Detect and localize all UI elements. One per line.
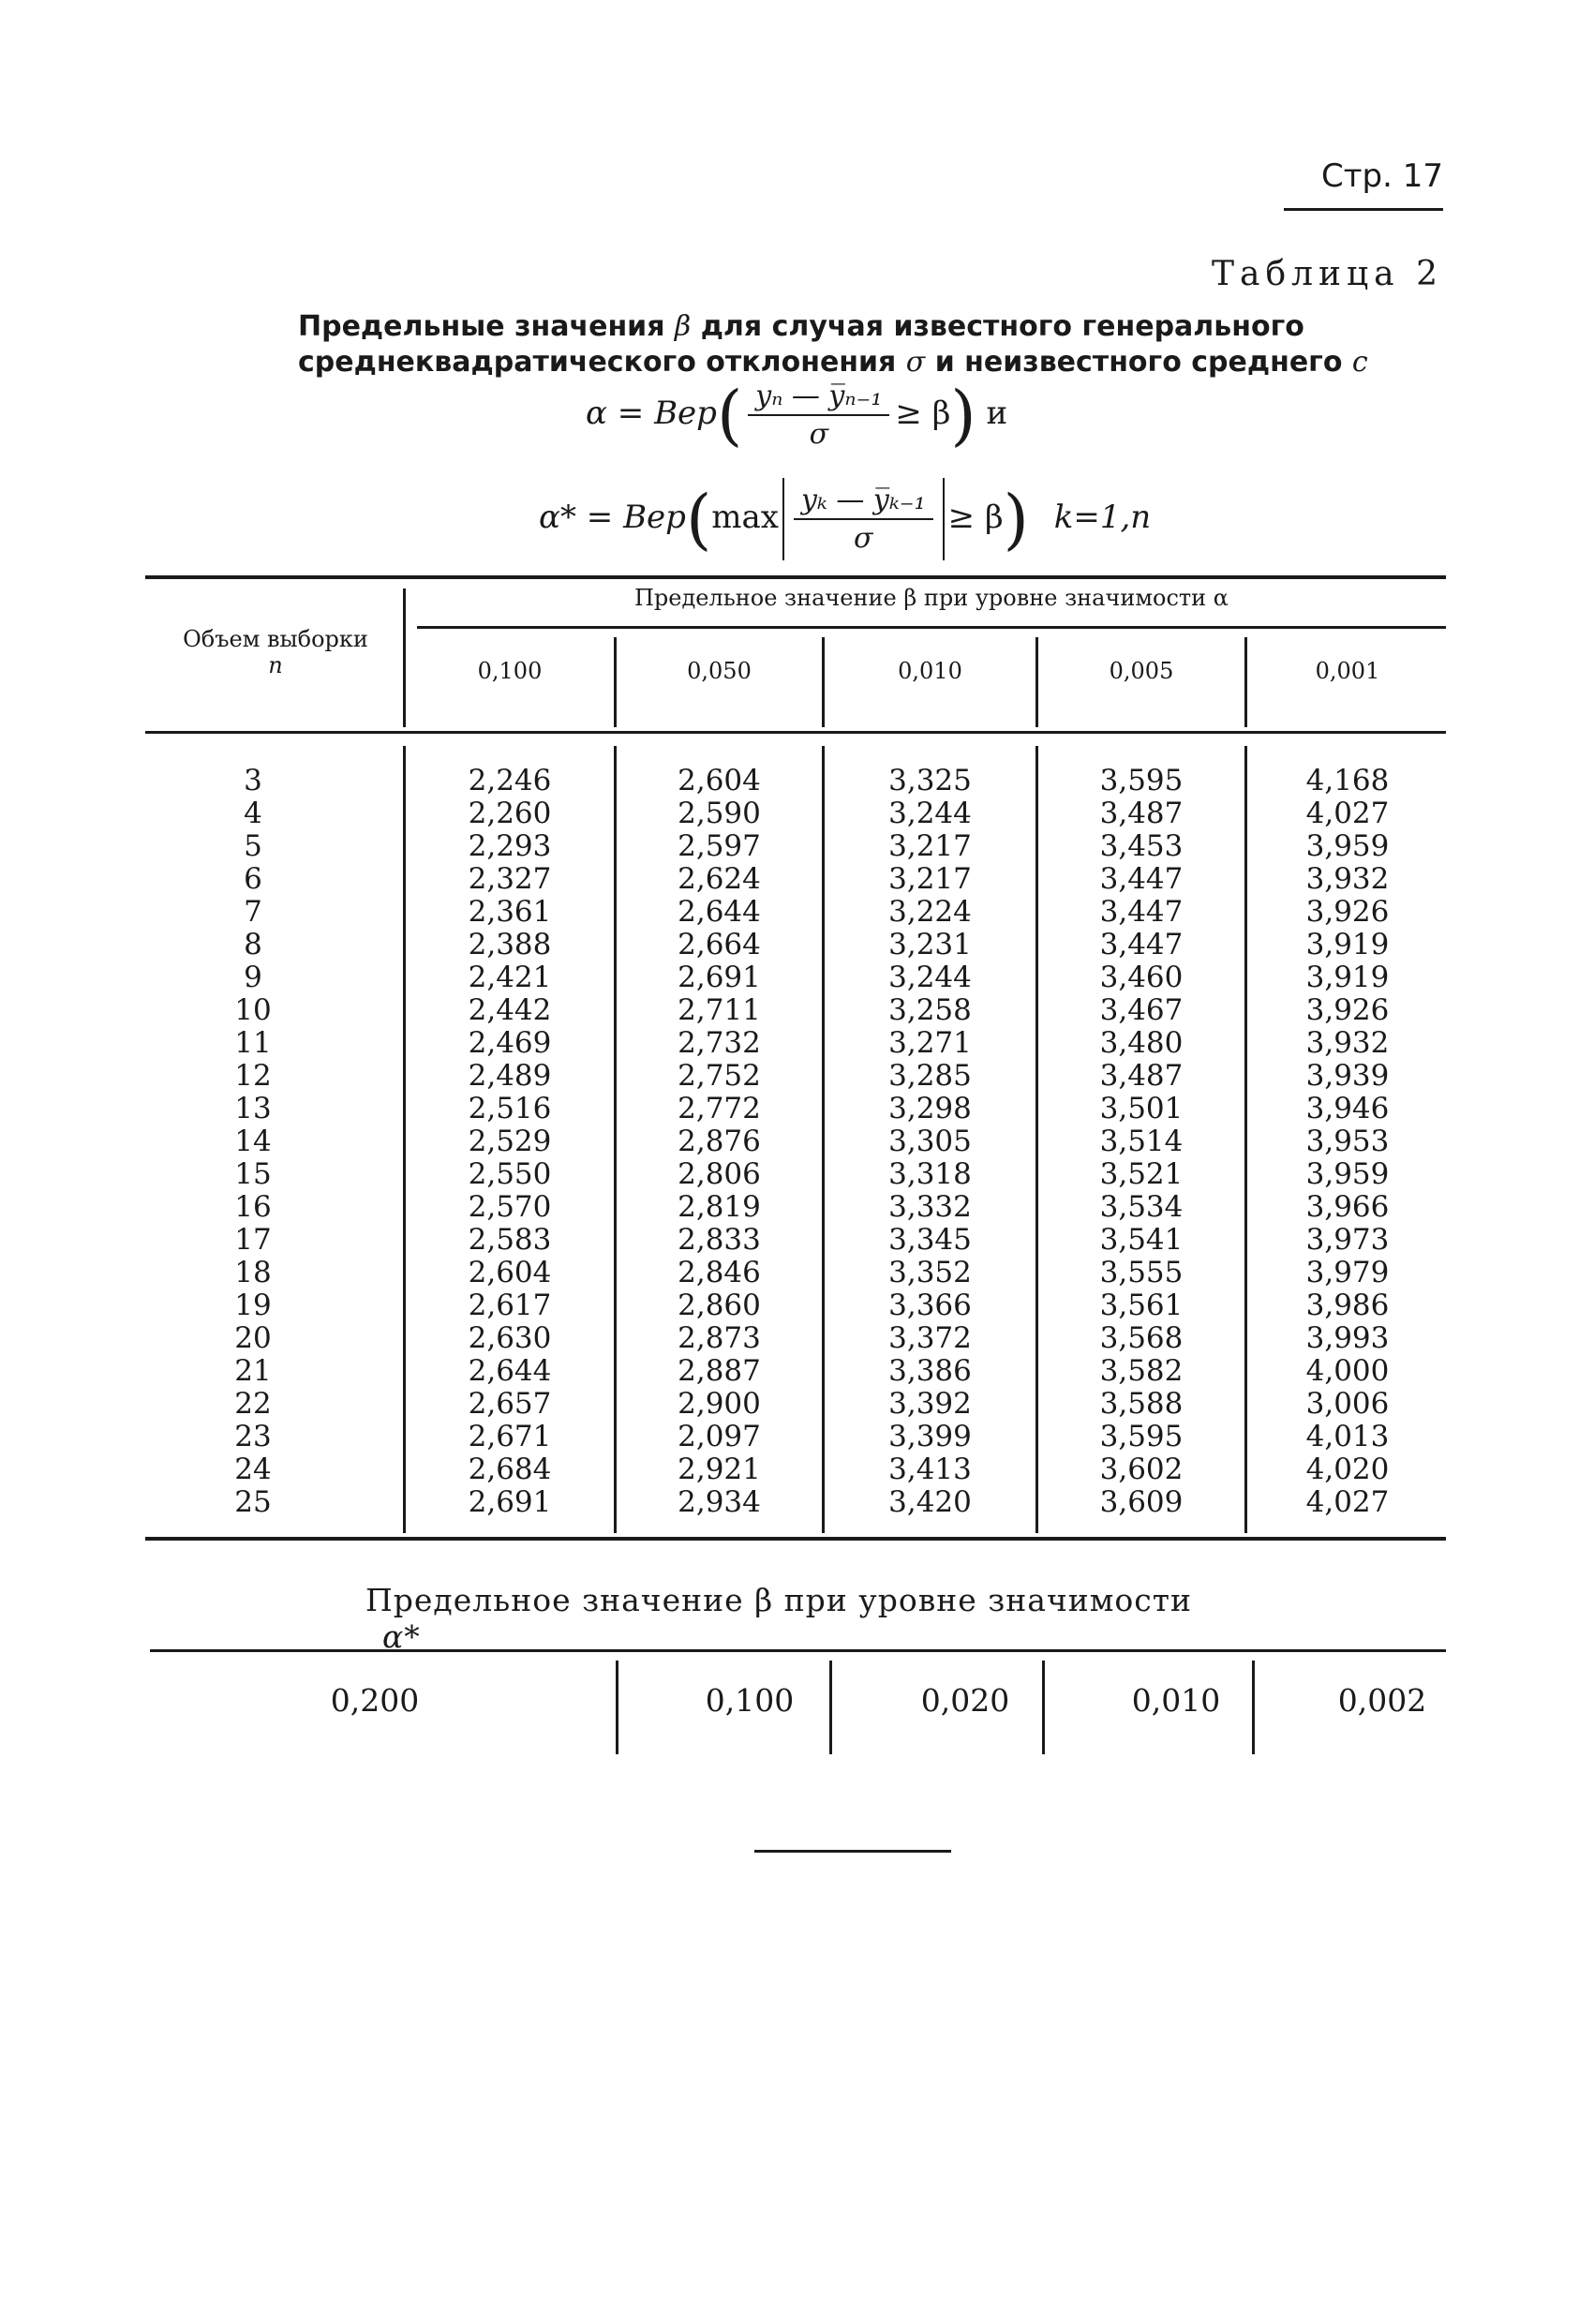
table-cell: 2,529 — [468, 1125, 552, 1158]
table-cell: 22 — [234, 1387, 272, 1421]
table-cell: 2,833 — [678, 1223, 761, 1257]
table-cell: 2,664 — [678, 928, 761, 961]
paren-open: ( — [685, 481, 712, 558]
table-cell: 2,327 — [468, 862, 552, 896]
table-cell: 16 — [234, 1190, 272, 1224]
alpha-star-value: 0,002 — [1337, 1682, 1427, 1719]
paren-open: ( — [716, 377, 743, 454]
alpha-header: 0,100 — [477, 658, 543, 684]
table-cell: 17 — [234, 1223, 272, 1257]
table-cell: 3,447 — [1099, 928, 1184, 961]
table-cell: 3,325 — [888, 764, 972, 797]
table-cell: 2,469 — [468, 1026, 552, 1060]
table-cell: 20 — [234, 1321, 272, 1355]
alpha-header: 0,005 — [1109, 658, 1174, 684]
table-cell: 3,514 — [1099, 1125, 1184, 1158]
table-cell: 2,900 — [678, 1387, 761, 1421]
header-vline — [1244, 637, 1247, 727]
table-cell: 3,501 — [1099, 1092, 1184, 1125]
table-cell: 2,604 — [678, 764, 761, 797]
fraction: $\frac{\text{yₙ — y̅ₙ₋₁}}{\sigma}$ — [748, 380, 889, 451]
table-cell: 2,617 — [468, 1289, 552, 1322]
table-cell: 3,568 — [1099, 1321, 1184, 1355]
table-cell: 3,399 — [888, 1420, 972, 1453]
body-vline — [614, 746, 617, 1533]
table2-vline — [616, 1661, 618, 1754]
table-cell: 3,392 — [888, 1387, 972, 1421]
table-cell: 3,919 — [1305, 928, 1390, 961]
table-cell: 2,921 — [678, 1452, 761, 1486]
table-cell: 12 — [234, 1059, 272, 1093]
value-column — [1249, 765, 1446, 1519]
alpha-star-value: 0,200 — [330, 1682, 420, 1719]
table-cell: 3,986 — [1305, 1289, 1390, 1322]
table-cell: 2,516 — [468, 1092, 552, 1125]
table-cell: 3 — [244, 764, 262, 797]
table-cell: 3,285 — [888, 1059, 972, 1093]
table-cell: 2,550 — [468, 1157, 552, 1191]
table-cell: 3,919 — [1305, 961, 1390, 994]
table-cell: 3,946 — [1305, 1092, 1390, 1125]
table-cell: 3,271 — [888, 1026, 972, 1060]
table-cell: 3,602 — [1099, 1452, 1184, 1486]
alpha-star-value: 0,020 — [920, 1682, 1010, 1719]
alpha-header: 0,001 — [1315, 658, 1380, 684]
table-cell: 2,691 — [468, 1485, 552, 1519]
table-cell: 2,887 — [678, 1354, 761, 1388]
table-cell: 3,932 — [1305, 862, 1390, 896]
alpha-star-value: 0,100 — [705, 1682, 795, 1719]
header-vline — [403, 588, 406, 727]
table-cell: 5 — [244, 829, 262, 863]
table-cell: 8 — [244, 928, 262, 961]
alpha-header: 0,010 — [898, 658, 962, 684]
body-vline — [1035, 746, 1038, 1533]
table-cell: 3,555 — [1099, 1256, 1184, 1289]
alpha-star-value: 0,010 — [1131, 1682, 1221, 1719]
table-cell: 2,657 — [468, 1387, 552, 1421]
table-cell: 3,926 — [1305, 895, 1390, 929]
table-cell: 7 — [244, 895, 262, 929]
table-cell: 4,013 — [1305, 1420, 1390, 1453]
table-cell: 2,846 — [678, 1256, 761, 1289]
table-cell: 3,298 — [888, 1092, 972, 1125]
table-cell: 2,860 — [678, 1289, 761, 1322]
table-cell: 3,352 — [888, 1256, 972, 1289]
table-cell: 3,993 — [1305, 1321, 1390, 1355]
table-cell: 3,217 — [888, 829, 972, 863]
table-cell: 2,711 — [678, 993, 761, 1027]
group-header: Предельное значение β при уровне значимости α — [633, 585, 1229, 611]
title-line-1: Предельные значения β для случая известного генерального — [298, 310, 1304, 343]
table-cell: 2,489 — [468, 1059, 552, 1093]
body-vline — [822, 746, 825, 1533]
value-column — [408, 765, 612, 1519]
table-cell: 3,467 — [1099, 993, 1184, 1027]
table-cell: 4,027 — [1305, 797, 1390, 830]
table-cell: 6 — [244, 862, 262, 896]
header-vline — [1035, 637, 1038, 727]
table-cell: 2,732 — [678, 1026, 761, 1060]
table-cell: 3,244 — [888, 797, 972, 830]
body-vline — [403, 746, 406, 1533]
header-vline — [614, 637, 617, 727]
table-cell: 3,480 — [1099, 1026, 1184, 1060]
table-cell: 3,959 — [1305, 829, 1390, 863]
table-cell: 3,420 — [888, 1485, 972, 1519]
paren-close: ) — [950, 377, 976, 454]
table-cell: 3,953 — [1305, 1125, 1390, 1158]
table-cell: 10 — [234, 993, 272, 1027]
table-cell: 3,521 — [1099, 1157, 1184, 1191]
table-cell: 3,939 — [1305, 1059, 1390, 1093]
table-cell: 15 — [234, 1157, 272, 1191]
table-cell: 3,959 — [1305, 1157, 1390, 1191]
table-cell: 2,934 — [678, 1485, 761, 1519]
table-cell: 2,421 — [468, 961, 552, 994]
table-cell: 3,966 — [1305, 1190, 1390, 1224]
table-cell: 25 — [234, 1485, 272, 1519]
table-cell: 3,345 — [888, 1223, 972, 1257]
formula-alpha-star: α* = Вер(max $\frac{\text{yₖ — y̅ₖ₋₁}}{\sigma}$ ≥ β) k=1,n — [539, 478, 1151, 560]
table-cell: 3,366 — [888, 1289, 972, 1322]
table-cell: 2,293 — [468, 829, 552, 863]
table-cell: 3,258 — [888, 993, 972, 1027]
table-cell: 2,361 — [468, 895, 552, 929]
table-cell: 2,630 — [468, 1321, 552, 1355]
table-top-rule — [145, 575, 1446, 579]
table-cell: 2,624 — [678, 862, 761, 896]
table-cell: 3,534 — [1099, 1190, 1184, 1224]
table-cell: 3,332 — [888, 1190, 972, 1224]
table-cell: 2,583 — [468, 1223, 552, 1257]
table-cell: 21 — [234, 1354, 272, 1388]
row-header: Объем выборки n — [183, 626, 368, 678]
body-vline — [1244, 746, 1247, 1533]
table-cell: 19 — [234, 1289, 272, 1322]
group-header-rule — [417, 626, 1446, 629]
table-cell: 2,806 — [678, 1157, 761, 1191]
table-cell: 2,876 — [678, 1125, 761, 1158]
n-column — [187, 765, 319, 1519]
table-cell: 2,752 — [678, 1059, 761, 1093]
table-bottom-rule — [145, 1537, 1446, 1541]
value-column — [1040, 765, 1243, 1519]
table-cell: 2,684 — [468, 1452, 552, 1486]
table-cell: 3,413 — [888, 1452, 972, 1486]
abs-bar-right — [943, 478, 945, 560]
table-cell: 3,372 — [888, 1321, 972, 1355]
table-cell: 3,318 — [888, 1157, 972, 1191]
table-cell: 3,609 — [1099, 1485, 1184, 1519]
table-cell: 4,000 — [1305, 1354, 1390, 1388]
table-cell: 3,561 — [1099, 1289, 1184, 1322]
value-column — [618, 765, 820, 1519]
table-cell: 3,231 — [888, 928, 972, 961]
table-cell: 2,819 — [678, 1190, 761, 1224]
table-cell: 9 — [244, 961, 262, 994]
table-cell: 2,772 — [678, 1092, 761, 1125]
table-cell: 4,020 — [1305, 1452, 1390, 1486]
table-cell: 3,386 — [888, 1354, 972, 1388]
table-cell: 3,447 — [1099, 862, 1184, 896]
end-rule — [754, 1850, 951, 1853]
page-number: Стр. 17 — [1284, 157, 1443, 211]
table-cell: 3,217 — [888, 862, 972, 896]
table-cell: 3,244 — [888, 961, 972, 994]
table-cell: 2,691 — [678, 961, 761, 994]
table-cell: 2,570 — [468, 1190, 552, 1224]
fraction: $\frac{\text{yₖ — y̅ₖ₋₁}}{\sigma}$ — [794, 484, 933, 555]
table-cell: 18 — [234, 1256, 272, 1289]
alpha-header: 0,050 — [687, 658, 752, 684]
table-cell: 3,926 — [1305, 993, 1390, 1027]
table-cell: 4,168 — [1305, 764, 1390, 797]
table-cell: 3,487 — [1099, 797, 1184, 830]
title-line-2: среднеквадратического отклонения σ и неизвестного среднего c — [298, 346, 1368, 379]
table-cell: 2,873 — [678, 1321, 761, 1355]
paren-close: ) — [1003, 481, 1029, 558]
table-cell: 2,671 — [468, 1420, 552, 1453]
table-cell: 2,260 — [468, 797, 552, 830]
table-cell: 24 — [234, 1452, 272, 1486]
table-cell: 23 — [234, 1420, 272, 1453]
table-cell: 3,447 — [1099, 895, 1184, 929]
table2-title: Предельное значение β при уровне значимости α* — [365, 1582, 1193, 1655]
table-cell: 3,979 — [1305, 1256, 1390, 1289]
table-cell: 3,006 — [1305, 1387, 1390, 1421]
table-cell: 3,541 — [1099, 1223, 1184, 1257]
table-cell: 4 — [244, 797, 262, 830]
value-column — [827, 765, 1034, 1519]
table-cell: 14 — [234, 1125, 272, 1158]
table-cell: 2,644 — [468, 1354, 552, 1388]
table-cell: 2,097 — [678, 1420, 761, 1453]
table-cell: 2,604 — [468, 1256, 552, 1289]
table-cell: 2,590 — [678, 797, 761, 830]
table-cell: 3,595 — [1099, 1420, 1184, 1453]
table-cell: 3,595 — [1099, 764, 1184, 797]
table-cell: 3,582 — [1099, 1354, 1184, 1388]
table-cell: 3,973 — [1305, 1223, 1390, 1257]
table-cell: 4,027 — [1305, 1485, 1390, 1519]
table-cell: 2,246 — [468, 764, 552, 797]
table-cell: 13 — [234, 1092, 272, 1125]
formula-alpha: α = Вер( $\frac{\text{yₙ — y̅ₙ₋₁}}{\sigma}$ ≥ β) и — [586, 377, 1008, 454]
table-cell: 3,588 — [1099, 1387, 1184, 1421]
table-cell: 3,453 — [1099, 829, 1184, 863]
header-bottom-rule — [145, 731, 1446, 734]
table-cell: 3,487 — [1099, 1059, 1184, 1093]
table-cell: 2,644 — [678, 895, 761, 929]
table-cell: 3,305 — [888, 1125, 972, 1158]
table2-top-rule — [150, 1649, 1446, 1652]
table-title — [298, 309, 1441, 380]
abs-bar-left — [782, 478, 784, 560]
table-cell: 2,597 — [678, 829, 761, 863]
table-cell: 3,460 — [1099, 961, 1184, 994]
header-vline — [822, 637, 825, 727]
table-cell: 3,932 — [1305, 1026, 1390, 1060]
table-cell: 3,224 — [888, 895, 972, 929]
table-label: Таблица 2 — [1212, 255, 1443, 293]
table-cell: 11 — [234, 1026, 272, 1060]
table-cell: 2,442 — [468, 993, 552, 1027]
table-cell: 2,388 — [468, 928, 552, 961]
